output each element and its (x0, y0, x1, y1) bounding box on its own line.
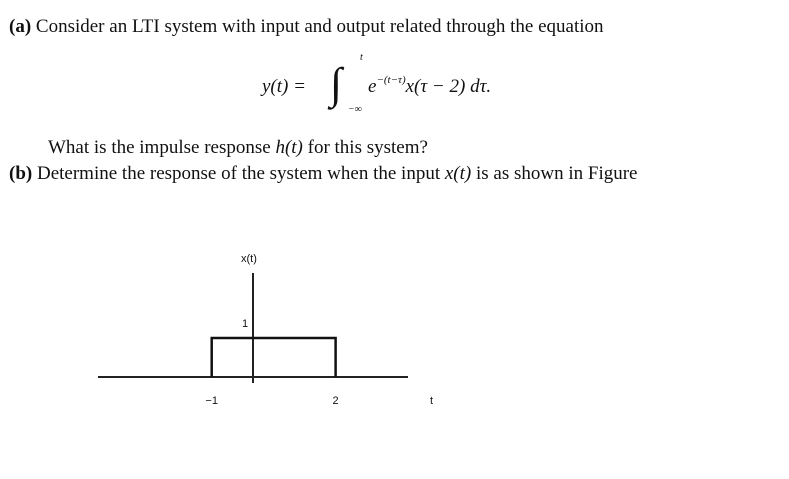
question-post: for this system? (302, 137, 428, 158)
part-a-text: Consider an LTI system with input and output related through the equation (35, 16, 604, 37)
part-b-post: is as shown in Figure (471, 163, 638, 184)
part-b-label: (b) (9, 163, 33, 184)
pulse-signal (212, 338, 336, 377)
tick-label-minus-1: −1 (205, 395, 218, 407)
exp-base: e (368, 76, 377, 97)
part-b-pre: Determine the response of the system when the input (36, 163, 445, 184)
equation-lhs: y(t) = (262, 76, 306, 97)
tick-label-2: 2 (332, 395, 339, 407)
integral-upper-limit: t (360, 52, 363, 63)
exponent: −(t−τ) (376, 74, 406, 86)
question-func: h(t) (275, 137, 303, 158)
part-b-func: x(t) (444, 163, 472, 184)
integral-lower-limit: −∞ (348, 104, 362, 115)
part-a-label: (a) (9, 16, 32, 37)
integrand-text: x(τ − 2) dτ. (405, 76, 492, 97)
integral-sign: ∫ (330, 59, 343, 108)
y-axis-label: x(t) (241, 253, 257, 265)
x-axis-label: t (430, 395, 434, 407)
amplitude-label: 1 (242, 318, 249, 330)
question-pre: What is the impulse response (48, 137, 276, 158)
